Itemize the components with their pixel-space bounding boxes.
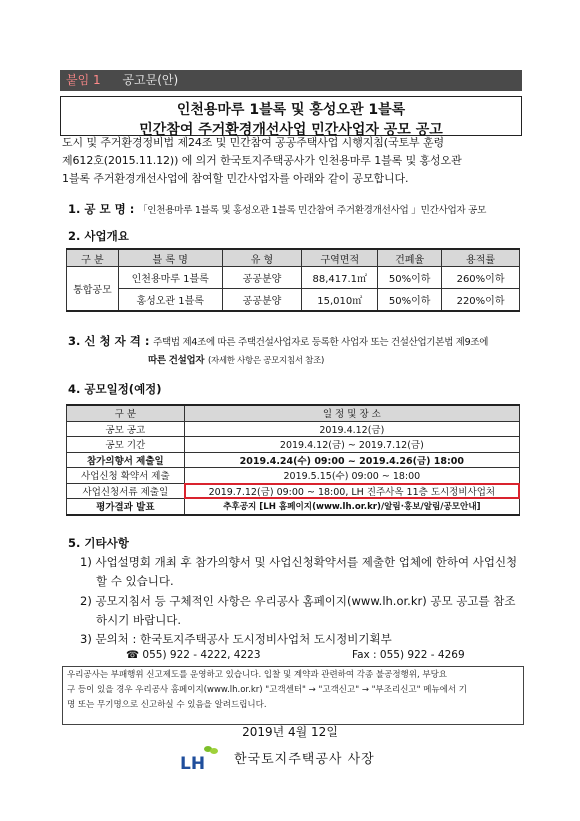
announcement-date: 2019년 4월 12일 (242, 725, 338, 739)
signer-organization: 한국토지주택공사 사장 (234, 751, 375, 767)
lh-logo (178, 744, 224, 770)
section-3-note: (자세한 사항은 공모지침서 참조) (207, 356, 325, 366)
table-header-cell: 블 록 명 (118, 249, 222, 267)
table-cell: 홍성오관 1블록 (118, 289, 222, 311)
section-5-label: 5. 기타사항 (68, 536, 129, 550)
table-cell: 공모 공고 (67, 421, 185, 437)
table-row (67, 421, 520, 437)
section-2-title (68, 228, 129, 244)
section-3-continued (148, 352, 324, 366)
table-cell: 88,417.1㎡ (302, 267, 378, 289)
section-1-title (68, 201, 486, 217)
misc-item-1: 1) 사업설명회 개최 후 참가의향서 및 사업신청확약서를 제출한 업체에 한하여 사업신청 (80, 555, 518, 569)
table-cell: 공공분양 (222, 289, 302, 311)
intro-paragraph (62, 134, 522, 188)
table-cell-group: 통합공모 (67, 267, 119, 311)
notice-line: 명 또는 무기명으로 신고하실 수 있음을 알려드립니다. (67, 700, 267, 710)
table-cell: 사업신청서류 제출일 (67, 483, 185, 499)
contact-phone: ☎ 055) 922 - 4222, 4223 (126, 649, 261, 661)
table-header-cell: 구역면적 (302, 249, 378, 267)
title-line-2: 민간참여 주거환경개선사업 민간사업자 공모 공고 (139, 122, 443, 138)
table-cell: 220%이하 (442, 289, 520, 311)
table-header-cell: 유 형 (222, 249, 302, 267)
table-cell-highlighted: 2019.7.12(금) 09:00 ~ 18:00, LH 진주사옥 11층 도시정비사업처 (184, 483, 519, 499)
table-cell: 15,010㎡ (302, 289, 378, 311)
lh-logo-text: LH (180, 754, 206, 772)
table-cell: 공모 기간 (67, 437, 185, 453)
misc-item-2: 2) 공모지침서 등 구체적인 사항은 우리공사 홈페이지(www.lh.or.kr) 공모 공고를 참조 (80, 594, 516, 608)
section-2-label: 2. 사업개요 (68, 229, 129, 243)
table-cell: 2019.4.12(금) (184, 421, 519, 437)
table-header-cell: 구 분 (67, 249, 119, 267)
misc-item-3: 3) 문의처 : 한국토지주택공사 도시정비사업처 도시정비기획부 (80, 632, 392, 646)
table-cell: 2019.4.12(금) ~ 2019.7.12(금) (184, 437, 519, 453)
table-cell: 260%이하 (442, 267, 520, 289)
document-type-label: 공고문(안) (122, 73, 179, 87)
table-row (67, 289, 520, 311)
table-cell: 2019.5.15(수) 09:00 ~ 18:00 (184, 468, 519, 484)
document-title-box (60, 96, 522, 136)
intro-line: 제612호(2015.11.12)) 에 의거 한국토지주택공사가 인천용마루 1블록 및 홍성오관 (62, 154, 462, 167)
schedule-table (66, 404, 520, 516)
notice-line: 구 등이 있을 경우 우리공사 홈페이지(www.lh.or.kr) "고객센터" → "고객신고" → "부조리신고" 메뉴에서 기 (67, 685, 467, 695)
section-1-label: 1. 공 모 명 : (68, 202, 135, 216)
table-cell: 인천용마루 1블록 (118, 267, 222, 289)
table-cell: 추후공지 [LH 홈페이지(www.lh.or.kr)/알림·홍보/알림/공모안내] (184, 499, 519, 515)
table-cell: 50%이하 (378, 267, 442, 289)
table-header-cell: 일 정 및 장 소 (184, 405, 519, 421)
table-header-row (67, 249, 520, 267)
table-cell: 평가결과 발표 (67, 499, 185, 515)
signature-block (178, 743, 375, 771)
table-cell: 50%이하 (378, 289, 442, 311)
table-cell: 참가의향서 제출일 (67, 452, 185, 468)
section-3-line-1: 주택법 제4조에 따른 주택건설사업자로 등록한 사업자 또는 건설산업기본법 제9조에 (153, 337, 489, 348)
table-header-cell: 건폐율 (378, 249, 442, 267)
attachment-header-bar (60, 70, 522, 91)
table-cell: 2019.4.24(수) 09:00 ~ 2019.4.26(금) 18:00 (184, 452, 519, 468)
table-header-cell: 구 분 (67, 405, 185, 421)
section-4-title (68, 381, 162, 397)
notice-line: 우리공사는 부패행위 신고제도를 운영하고 있습니다. 입찰 및 계약과 관련하여 각종 불공정행위, 부당요 (67, 670, 447, 680)
section-4-label: 4. 공모일정(예정) (68, 382, 162, 396)
table-row (67, 499, 520, 515)
project-overview-table (66, 248, 520, 312)
table-header-row (67, 405, 520, 421)
section-3-label: 3. 신 청 자 격 : (68, 334, 150, 348)
section-5-title (68, 535, 129, 551)
table-row (67, 267, 520, 289)
table-cell: 사업신청 확약서 제출 (67, 468, 185, 484)
contact-fax: Fax : 055) 922 - 4269 (352, 649, 465, 661)
intro-line: 도시 및 주거환경정비법 제24조 및 민간참여 공공주택사업 시행지침(국토부 훈령 (62, 136, 444, 149)
table-row-highlighted (67, 483, 520, 499)
section-3-line-2: 따른 건설업자 (148, 355, 205, 366)
attachment-label: 붙임 1 (66, 73, 101, 87)
table-row (67, 468, 520, 484)
table-row (67, 437, 520, 453)
intro-line: 1블록 주거환경개선사업에 참여할 민간사업자를 아래와 같이 공모합니다. (62, 172, 409, 185)
section-3-title (68, 333, 488, 349)
misc-item-2-cont: 하시기 바랍니다. (96, 613, 182, 627)
table-row (67, 452, 520, 468)
table-header-cell: 용적률 (442, 249, 520, 267)
table-cell: 공공분양 (222, 267, 302, 289)
title-line-1: 인천용마루 1블록 및 홍성오관 1블록 (176, 102, 406, 118)
section-1-value: 「인천용마루 1블록 및 홍성오관 1블록 민간참여 주거환경개선사업 」민간사업자 공모 (137, 205, 487, 216)
anti-corruption-notice-box (62, 666, 524, 725)
misc-item-1-cont: 할 수 있습니다. (96, 574, 174, 588)
